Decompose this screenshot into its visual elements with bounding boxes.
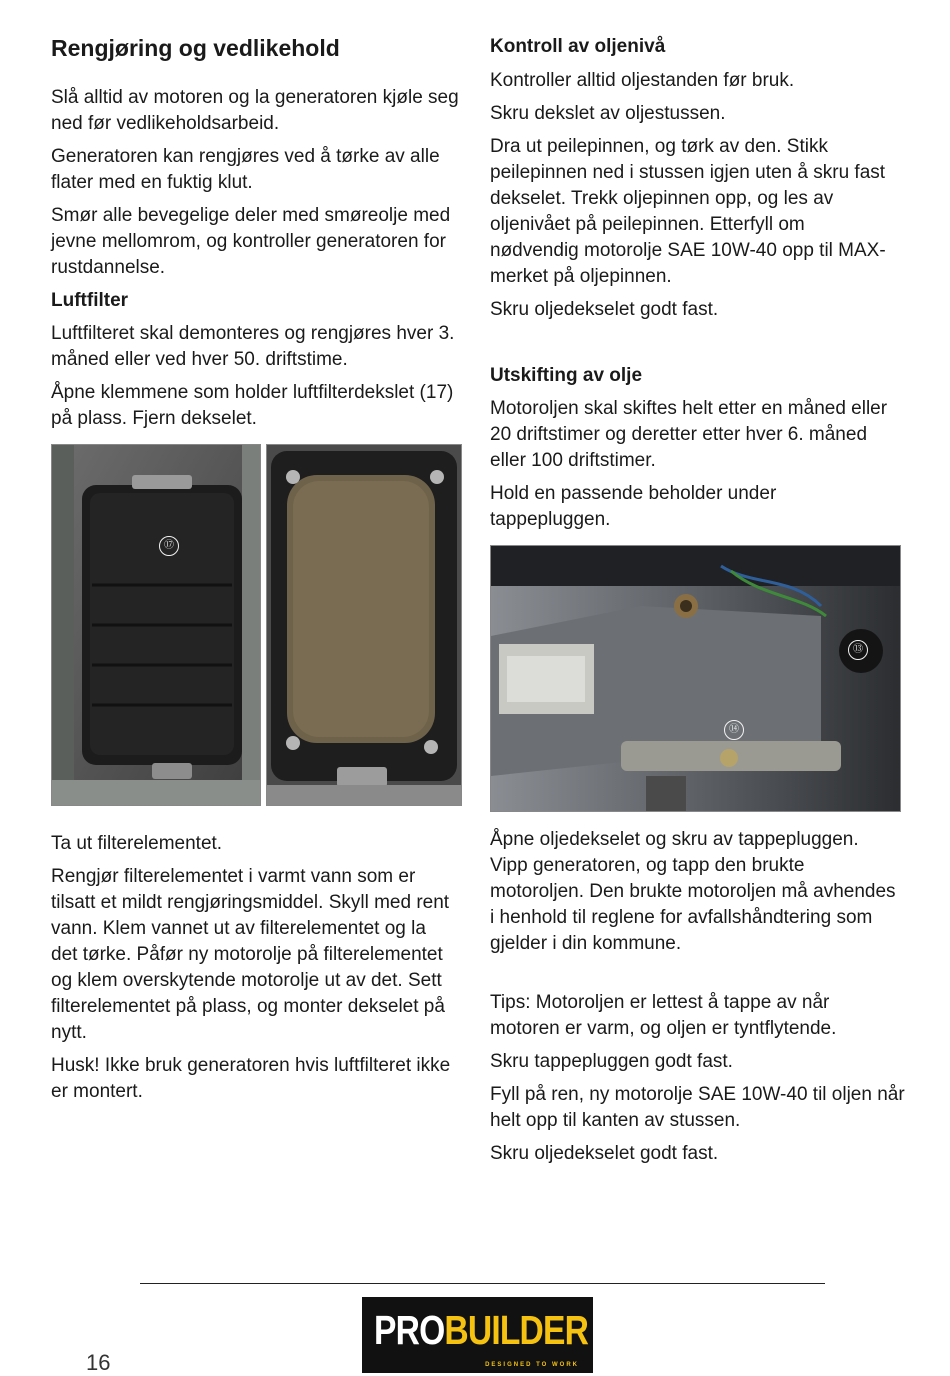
part-number-marker: ⑬ (848, 640, 868, 660)
paragraph: Skru oljedekselet godt fast. (490, 299, 719, 320)
paragraph: Smør alle bevegelige deler med smøreolje med jevne mellomrom, og kontroller generatoren for rustdannelse. (51, 205, 451, 278)
section-heading-air-filter: Luftfilter (51, 290, 129, 311)
paragraph: Skru tappepluggen godt fast. (490, 1051, 733, 1072)
paragraph: Skru oljedekselet godt fast. (490, 1143, 719, 1164)
paragraph: Åpne oljedekselet og skru av tappepluggen. Vipp generatoren, og tapp den brukte motoroljen. Den brukte motoroljen må avhendes i henhold til reglene for avfallshåndtering som gjelder i din kommune. (490, 829, 896, 954)
logo-pro-text: PRO (374, 1307, 445, 1353)
paragraph: Kontroller alltid oljestanden før bruk. (490, 70, 795, 91)
paragraph: Slå alltid av motoren og la generatoren kjøle seg ned før vedlikeholdsarbeid. (51, 87, 459, 134)
paragraph: Husk! Ikke bruk generatoren hvis luftfilteret ikke er montert. (51, 1055, 451, 1102)
page-number: 16 (86, 1350, 111, 1375)
air-filter-cover-photo (51, 444, 261, 806)
air-filter-element-photo (266, 444, 462, 806)
footer-divider (140, 1283, 825, 1284)
paragraph: Tips: Motoroljen er lettest å tappe av når motoren er varm, og oljen er tyntflytende. (490, 992, 837, 1039)
paragraph: Dra ut peilepinnen, og tørk av den. Stikk peilepinnen ned i stussen igjen uten å skru fast dekselet. Trekk oljepinnen opp, og les av oljenivået på peilepinnen. Etterfyll om nødvendig motorolje SAE 10W-40 opp til MAX-merket på oljepinnen. (490, 136, 886, 287)
paragraph: Generatoren kan rengjøres ved å tørke av alle flater med en fuktig klut. (51, 146, 440, 193)
section-heading-oil-change: Utskifting av olje (490, 365, 643, 386)
probuilder-logo (362, 1297, 593, 1373)
part-number-marker: ⑰ (159, 536, 179, 556)
paragraph: Åpne klemmene som holder luftfilterdekslet (17) på plass. Fjern dekselet. (51, 382, 454, 429)
paragraph: Motoroljen skal skiftes helt etter en måned eller 20 driftstimer og deretter etter hver 6. måned eller 100 driftstimer. (490, 398, 888, 471)
logo-tagline: DESIGNED TO WORK (485, 1362, 579, 1368)
paragraph: Rengjør filterelementet i varmt vann som er tilsatt et mildt rengjøringsmiddel. Skyll med rent vann. Klem vannet ut av filterelementet og la det tørke. Påfør ny motorolje på filterelementet og klem overskytende motorolje ut av det. Sett filterelementet på plass, og monter dekselet på nytt. (51, 866, 450, 1043)
paragraph: Skru dekslet av oljestussen. (490, 103, 726, 124)
paragraph: Hold en passende beholder under tappepluggen. (490, 483, 777, 530)
paragraph: Luftfilteret skal demonteres og rengjøres hver 3. måned eller ved hver 50. driftstime. (51, 323, 455, 370)
part-number-marker: ⑭ (724, 720, 744, 740)
page-title: Rengjøring og vedlikehold (51, 35, 340, 61)
logo-builder-text: BUILDER (444, 1307, 589, 1353)
paragraph: Ta ut filterelementet. (51, 833, 223, 854)
oil-drain-plug-photo (490, 545, 901, 812)
section-heading-oil-check: Kontroll av oljenivå (490, 36, 666, 57)
paragraph: Fyll på ren, ny motorolje SAE 10W-40 til oljen når helt opp til kanten av stussen. (490, 1084, 905, 1131)
